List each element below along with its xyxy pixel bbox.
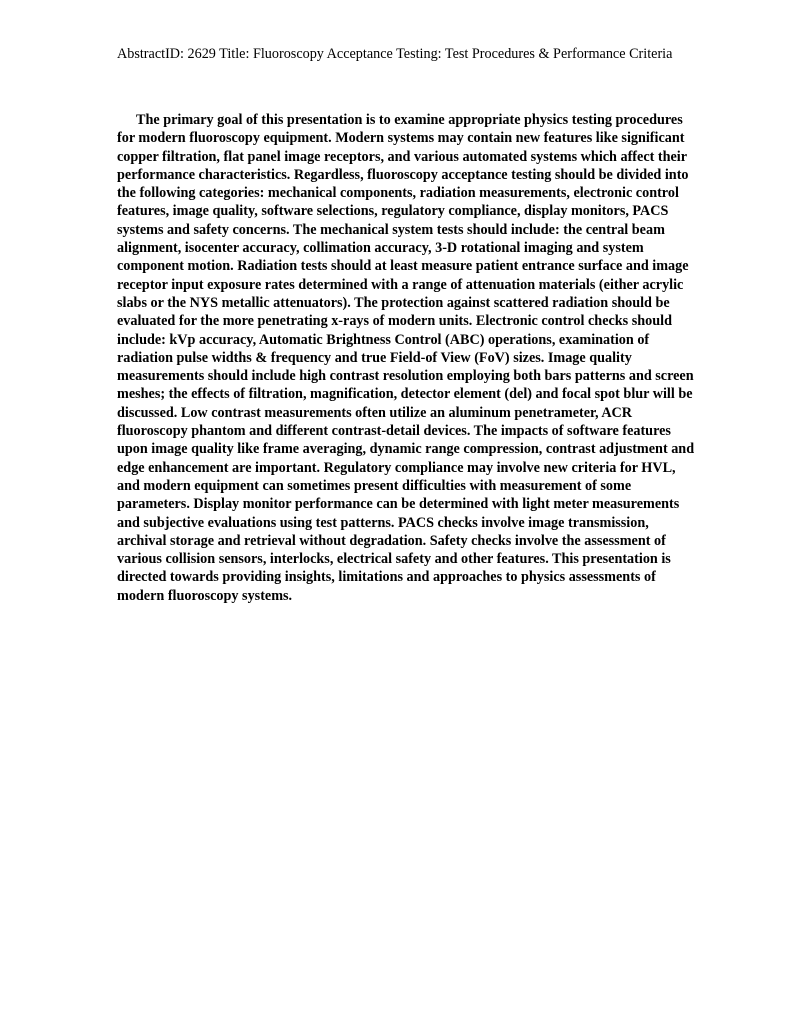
abstract-header: AbstractID: 2629 Title: Fluoroscopy Acceptance Testing: Test Procedures & Performance Criteria [117, 46, 673, 62]
abstract-body: The primary goal of this presentation is to examine appropriate physics testing procedures for modern fluoroscopy equipment. Modern systems may contain new features like significant copper filtration, flat panel image receptors, and various automated systems which affect their performance characteristics. Regardless, fluoroscopy acceptance testing should be divided into the following categories: mechanical components, radiation measurements, electronic control features, image quality, software selections, regulatory compliance, display monitors, PACS systems and safety concerns. The mechanical system tests should include: the central beam alignment, isocenter accuracy, collimation accuracy, 3-D rotational imaging and system component motion. Radiation tests should at least measure patient entrance surface and image receptor input exposure rates determined with a range of attenuation materials (either acrylic slabs or the NYS metallic attenuators). The protection against scattered radiation should be evaluated for the more penetrating x-rays of modern units. Electronic control checks should include: kVp accuracy, Automatic Brightness Control (ABC) operations, examination of radiation pulse widths & frequency and true Field-of View (FoV) sizes. Image quality measurements should include high contrast resolution employing both bars patterns and screen meshes; the effects of filtration, magnification, detector element (del) and focal spot blur will be discussed. Low contrast measurements often utilize an aluminum penetrameter, ACR fluoroscopy phantom and different contrast-detail devices. The impacts of software features upon image quality like frame averaging, dynamic range compression, contrast adjustment and edge enhancement are important. Regulatory compliance may involve new criteria for HVL, and modern equipment can sometimes present difficulties with measurement of some parameters. Display monitor performance can be determined with light meter measurements and subjective evaluations using test patterns. PACS checks involve image transmission, archival storage and retrieval without degradation. Safety checks involve the assessment of various collision sensors, interlocks, electrical safety and other features. This presentation is directed towards providing insights, limitations and approaches to physics assessments of modern fluoroscopy systems. [117, 112, 695, 604]
